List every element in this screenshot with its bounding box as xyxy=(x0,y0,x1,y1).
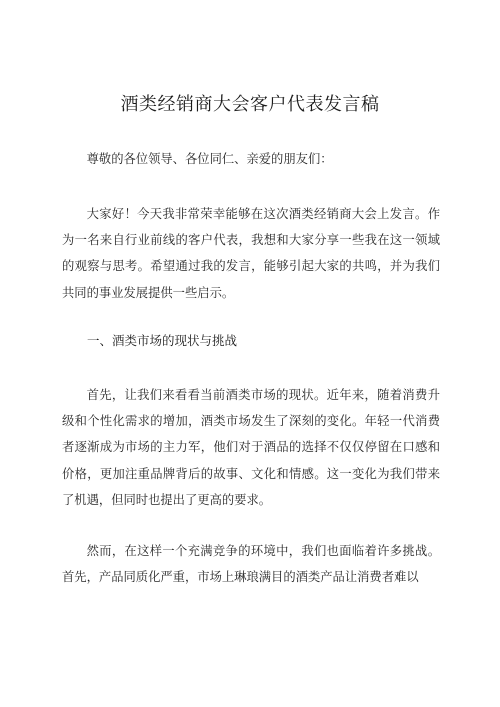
paragraph-market-status: 首先，让我们来看看当前酒类市场的现状。近年来，随着消费升级和个性化需求的增加，酒类市场发生了深刻的变化。年轻一代消费者逐渐成为市场的主力军，他们对于酒品的选择不仅仅停留在口感和价格，更加注重品牌背后的故事、文化和情感。这一变化为我们带来了机遇，但同时也提出了更高的要求。 xyxy=(62,388,440,507)
salutation: 尊敬的各位领导、各位同仁、亲爱的朋友们： xyxy=(86,152,333,166)
section-heading: 一、酒类市场的现状与挑战 xyxy=(87,333,238,348)
paragraph-challenges: 然而，在这样一个充满竞争的环境中，我们也面临着许多挑战。首先，产品同质化严重，市场上琳琅满目的酒类产品让消费者难以 xyxy=(62,544,440,585)
paragraph-opening: 大家好！今天我非常荣幸能够在这次酒类经销商大会上发言。作为一名来自行业前线的客户代表，我想和大家分享一些我在这一领域的观察与思考。希望通过我的发言，能够引起大家的共鸣，并为我们共同的事业发展提供一些启示。 xyxy=(62,207,440,300)
document-title: 酒类经销商大会客户代表发言稿 xyxy=(120,94,380,115)
